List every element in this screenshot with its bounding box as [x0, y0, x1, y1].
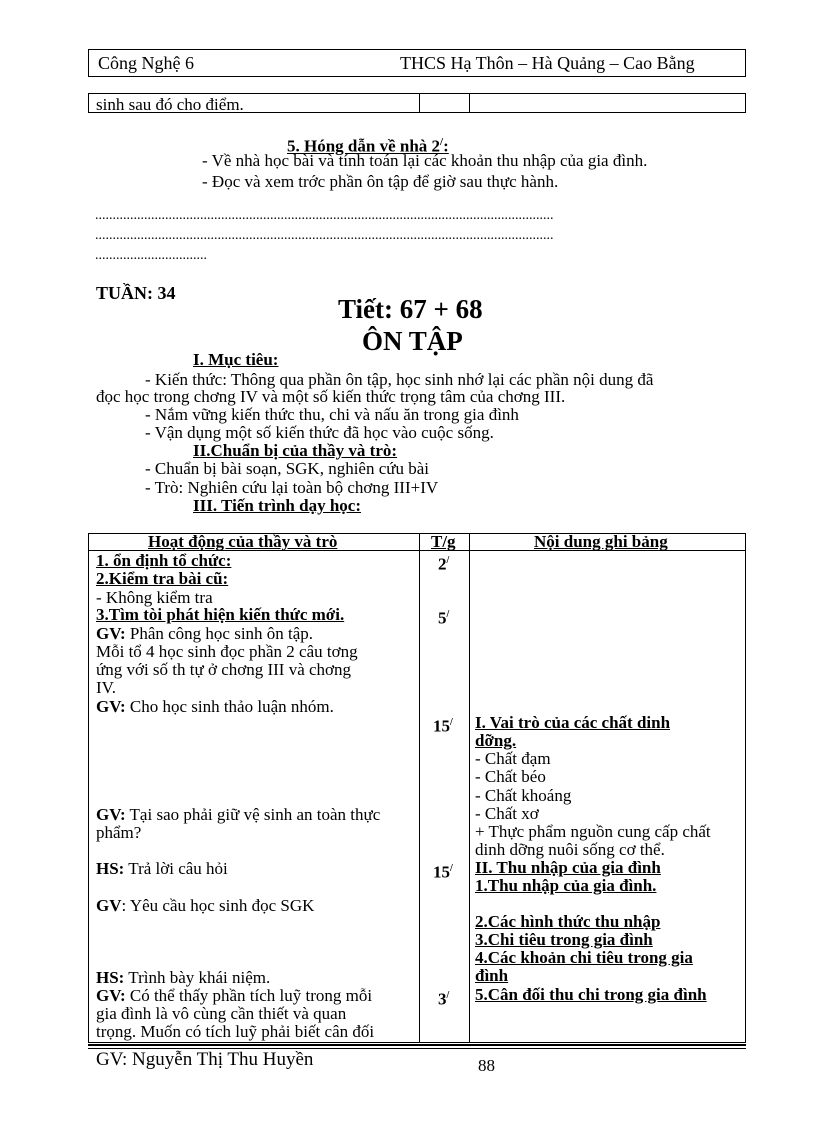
dotted-line: ...................................................................................................................................: [95, 208, 554, 223]
page-number: 88: [478, 1056, 495, 1075]
homework-item: - Đọc và xem trớc phần ôn tập để giờ sau thực hành.: [202, 172, 559, 191]
time-value: 3/: [438, 989, 450, 1009]
content-heading: II. Thu nhập của gia đình: [475, 858, 661, 877]
objective-line: - Vận dụng một số kiến thức đã học vào cuộc sống.: [145, 423, 494, 442]
preparation-line: - Trò: Nghiên cứu lại toàn bộ chơng III+IV: [145, 478, 439, 497]
content-heading: dỡng.: [475, 731, 517, 750]
content-heading: 1.Thu nhập của gia đình.: [475, 876, 657, 895]
table-header-content: Nội dung ghi bảng: [534, 532, 668, 551]
dotted-line: ................................: [95, 248, 207, 263]
table-header-activity: Hoạt động của thầy và trò: [148, 532, 338, 551]
hs-line: HS: Trả lời câu hỏi: [96, 859, 228, 878]
week-label: TUẦN: 34: [96, 283, 176, 303]
dotted-line: ...................................................................................................................................: [95, 228, 554, 243]
preparation-line: - Chuẩn bị bài soạn, SGK, nghiên cứu bài: [145, 459, 430, 478]
header-subject: Công Nghệ 6: [98, 53, 194, 73]
table-header-time: T/g: [431, 532, 456, 551]
gv-line: GV: Cho học sinh thảo luận nhóm.: [96, 697, 334, 716]
content-heading: 4.Các khoản chi tiêu trong gia: [475, 948, 693, 967]
content-heading: 5.Cân đối thu chi trong gia đình: [475, 985, 707, 1004]
gv-line: IV.: [96, 678, 116, 697]
lesson-number: Tiết: 67 + 68: [338, 294, 483, 324]
objectives-heading: I. Mục tiêu:: [193, 350, 279, 369]
content-item: - Chất khoáng: [475, 786, 572, 805]
content-item: + Thực phẩm nguồn cung cấp chất: [475, 822, 711, 841]
process-heading: III. Tiến trình dạy học:: [193, 496, 361, 515]
section-check-old: 2.Kiểm tra bài cũ:: [96, 569, 229, 588]
lesson-title: ÔN TẬP: [362, 326, 463, 356]
gv-line: ứng với số th tự ở chơng III và chơng: [96, 660, 352, 679]
preparation-heading: II.Chuẩn bị của thầy và trò:: [193, 441, 398, 460]
section-discover: 3.Tìm tòi phát hiện kiến thức mới.: [96, 605, 345, 624]
objective-line: - Nắm vững kiến thức thu, chi và nấu ăn trong gia đình: [145, 405, 519, 424]
objective-line: đọc học trong chơng IV và một số kiến thức trọng tâm của chơng III.: [96, 387, 566, 406]
content-heading: 3.Chi tiêu trong gia đình: [475, 930, 653, 949]
header-school: THCS Hạ Thôn – Hà Quảng – Cao Bằng: [400, 53, 695, 73]
section-stabilize: 1. ổn định tổ chức:: [96, 551, 232, 570]
gv-line: GV: Tại sao phải giữ vệ sinh an toàn thực: [96, 805, 381, 824]
content-item: - Chất đạm: [475, 749, 551, 768]
content-heading: 2.Các hình thức thu nhập: [475, 912, 661, 931]
content-item: - Chất béo: [475, 767, 546, 786]
gv-line: GV: Phân công học sinh ôn tập.: [96, 624, 314, 643]
content-heading: đình: [475, 966, 509, 985]
content-item: - Chất xơ: [475, 804, 539, 823]
time-value: 5/: [438, 608, 450, 628]
gv-line: GV: Yêu cầu học sinh đọc SGK: [96, 896, 315, 915]
gv-line: GV: Có thể thấy phần tích luỹ trong mỗi: [96, 986, 373, 1005]
gv-line: phẩm?: [96, 823, 142, 842]
previous-table-text: sinh sau đó cho điểm.: [96, 95, 244, 114]
footer-rule: [88, 1044, 746, 1046]
gv-line: trọng. Muốn có tích luỹ phải biết cân đối: [96, 1022, 375, 1041]
time-value: 15/: [433, 862, 453, 882]
objective-line: - Kiến thức: Thông qua phần ôn tập, học sinh nhớ lại các phần nội dung đã: [145, 370, 654, 389]
content-item: dinh dỡng nuôi sống cơ thể.: [475, 840, 665, 859]
time-value: 15/: [433, 716, 453, 736]
content-heading: I. Vai trò của các chất dinh: [475, 713, 671, 732]
footer-teacher: GV: Nguyễn Thị Thu Huyền: [96, 1049, 314, 1070]
gv-line: Mỗi tổ 4 học sinh đọc phần 2 câu tơng: [96, 642, 358, 661]
hs-line: HS: Trình bày khái niệm.: [96, 968, 271, 987]
time-value: 2/: [438, 554, 450, 574]
homework-heading: 5. Hóng dẫn về nhà 2/:: [287, 136, 449, 156]
gv-line: gia đình là vô cùng cần thiết và quan: [96, 1004, 347, 1023]
check-item: - Không kiểm tra: [96, 588, 213, 607]
homework-item: - Về nhà học bài và tính toán lại các khoản thu nhập của gia đình.: [202, 151, 648, 170]
